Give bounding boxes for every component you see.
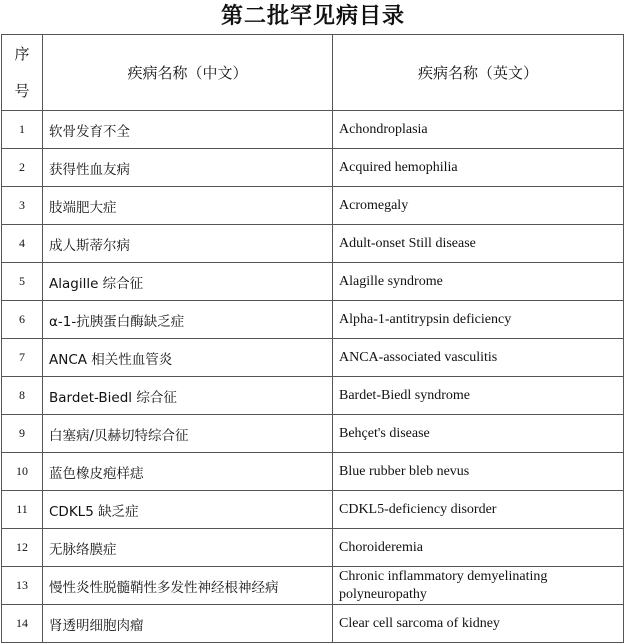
row-number: 6 [2, 301, 43, 339]
disease-name-zh: Alagille 综合征 [43, 263, 333, 301]
table-row [2, 415, 624, 453]
table-row [2, 529, 624, 567]
disease-name-en: Alpha-1-antitrypsin deficiency [333, 301, 624, 339]
disease-name-zh: 白塞病/贝赫切特综合征 [43, 415, 333, 453]
row-number: 8 [2, 377, 43, 415]
rare-disease-table [1, 34, 624, 643]
row-number: 1 [2, 111, 43, 149]
table-row [2, 263, 624, 301]
table-row [2, 339, 624, 377]
row-number: 12 [2, 529, 43, 567]
row-number: 9 [2, 415, 43, 453]
disease-name-en: Chronic inflammatory demyelinating polyneuropathy [333, 567, 624, 605]
disease-name-en: Achondroplasia [333, 111, 624, 149]
table-row [2, 301, 624, 339]
row-number: 13 [2, 567, 43, 605]
disease-name-zh: α-1-抗胰蛋白酶缺乏症 [43, 301, 333, 339]
disease-name-en: Alagille syndrome [333, 263, 624, 301]
disease-name-zh: ANCA 相关性血管炎 [43, 339, 333, 377]
table-row [2, 225, 624, 263]
disease-name-zh: 成人斯蒂尔病 [43, 225, 333, 263]
disease-name-en: CDKL5-deficiency disorder [333, 491, 624, 529]
table-row [2, 187, 624, 225]
row-number: 14 [2, 605, 43, 643]
row-number: 2 [2, 149, 43, 187]
table-row [2, 377, 624, 415]
table-row [2, 605, 624, 643]
disease-name-en: Behçet's disease [333, 415, 624, 453]
row-number: 10 [2, 453, 43, 491]
table-row [2, 111, 624, 149]
disease-name-zh: 蓝色橡皮疱样痣 [43, 453, 333, 491]
disease-name-en: Clear cell sarcoma of kidney [333, 605, 624, 643]
row-number: 7 [2, 339, 43, 377]
page-title: 第二批罕见病目录 [220, 3, 405, 29]
disease-name-zh: 软骨发育不全 [43, 111, 333, 149]
table-row [2, 567, 624, 605]
disease-name-zh: Bardet-Biedl 综合征 [43, 377, 333, 415]
disease-name-zh: CDKL5 缺乏症 [43, 491, 333, 529]
disease-name-en: Acromegaly [333, 187, 624, 225]
disease-name-en: Bardet-Biedl syndrome [333, 377, 624, 415]
row-number: 3 [2, 187, 43, 225]
table-row [2, 149, 624, 187]
disease-name-zh: 肾透明细胞肉瘤 [43, 605, 333, 643]
disease-name-en: Adult-onset Still disease [333, 225, 624, 263]
disease-name-en: ANCA-associated vasculitis [333, 339, 624, 377]
disease-name-zh: 获得性血友病 [43, 149, 333, 187]
row-number: 4 [2, 225, 43, 263]
disease-name-zh: 慢性炎性脱髓鞘性多发性神经根神经病 [43, 567, 333, 605]
header-english-name: 疾病名称（英文） [333, 35, 624, 111]
disease-name-en: Blue rubber bleb nevus [333, 453, 624, 491]
disease-name-en: Choroideremia [333, 529, 624, 567]
disease-name-zh: 肢端肥大症 [43, 187, 333, 225]
row-number: 11 [2, 491, 43, 529]
table-row [2, 453, 624, 491]
header-chinese-name: 疾病名称（中文） [43, 35, 333, 111]
table-header-row [2, 35, 624, 111]
header-number-line1: 序 [14, 44, 30, 63]
header-number [2, 35, 43, 111]
disease-name-en: Acquired hemophilia [333, 149, 624, 187]
row-number: 5 [2, 263, 43, 301]
header-number-line2: 号 [14, 81, 30, 100]
table-row [2, 491, 624, 529]
disease-name-zh: 无脉络膜症 [43, 529, 333, 567]
